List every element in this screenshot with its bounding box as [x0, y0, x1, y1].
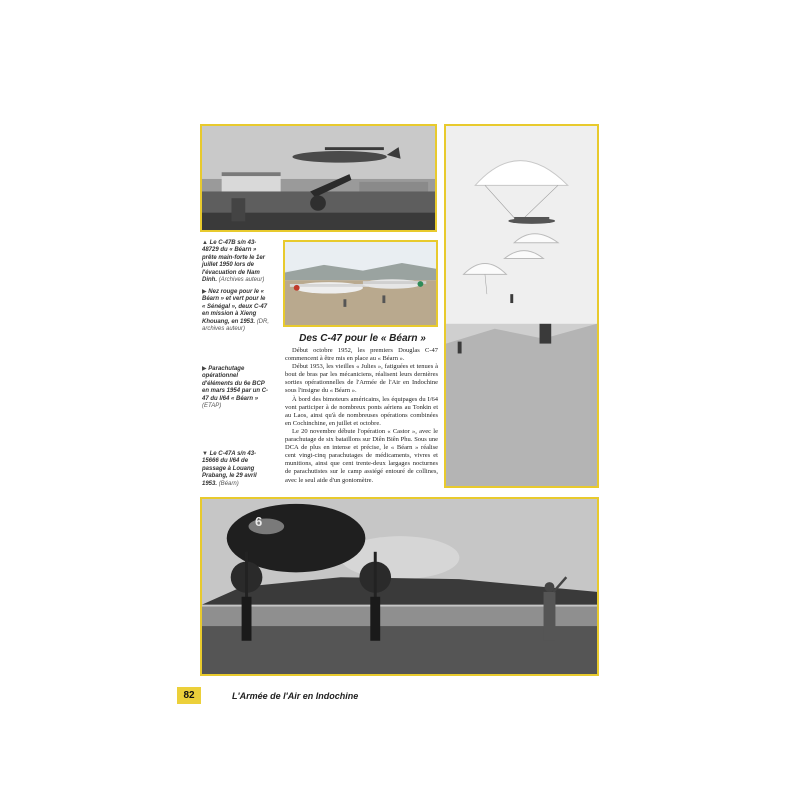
- article-paragraph: Début 1953, les vieilles « Julies », fatiguées et tenues à bout de bras par les mécaniciens, réalisent leurs dernières sorties opérationnelles de l'Armée de l'Air en Indochine sous l'insigne du « Béarn ».: [285, 363, 438, 395]
- page-number: 82: [177, 687, 201, 704]
- caption-4-credit: (Béarn): [218, 480, 239, 487]
- article-paragraph: Le 20 novembre débute l'opération « Castor », avec le parachutage de six bataillons sur Diên Biên Phu. Sous une DCA de plus en intense et précise, le « Béarn » réalise cent vingt-cinq parachutages de médicaments, vivres et munitions, ainsi que cent trente-deux largages nocturnes de parachutistes sur le camp assiégé entouré de collines, avec le seul aide d'un goniomètre.: [285, 427, 438, 484]
- article-body: [285, 347, 438, 485]
- caption-photo-2: [202, 289, 270, 333]
- caption-1-text: Le C-47B s/n 43-48729 du « Béarn » prête main-forte le 1er juillet 1950 lors de l'évacuation de Nam Dinh.: [202, 240, 266, 284]
- caption-arrow-down-icon: ▼: [202, 451, 208, 457]
- caption-1-credit: (Archives auteur): [218, 277, 265, 284]
- caption-3-text: Parachutage opérationnel d'éléments du 6e BCP en mars 1954 par un C-47 du I/64 « Béarn »: [202, 366, 269, 402]
- running-title: L'Armée de l'Air en Indochine: [232, 691, 359, 701]
- caption-photo-4: [202, 451, 270, 488]
- caption-2-text: Nez rouge pour le « Béarn » et vert pour le « Sénégal », deux C-47 en mission à Xieng Khouang, en 1953.: [202, 289, 268, 325]
- caption-3-credit: (ETAP): [202, 403, 222, 410]
- caption-arrow-right-icon: ▶: [202, 366, 207, 372]
- article-paragraph: À bord des bimoteurs américains, les équipages du I/64 vont participer à de nombreux ponts aériens au Tonkin et au Laos, ainsi qu'à de nombreuses opérations combinées en Cochinchine, en juillet et octobre.: [285, 395, 438, 427]
- photo-airfield-nam-dinh: [200, 124, 437, 232]
- photo-airfield-image: [202, 126, 435, 230]
- caption-arrow-right-icon: ▶: [202, 289, 207, 295]
- article-paragraph: Début octobre 1952, les premiers Douglas C-47 commencent à être mis en place au « Béarn ».: [285, 347, 438, 363]
- photo-c47-louang-prabang: [200, 497, 599, 676]
- photo-two-c47-xieng-khouang: [283, 240, 438, 327]
- plane-nose-number: 6: [255, 514, 263, 529]
- article-title: Des C-47 pour le « Béarn »: [299, 333, 426, 344]
- photo-parachute-drop: [444, 124, 599, 488]
- caption-photo-3: [202, 366, 270, 410]
- caption-4-text: Le C-47A s/n 43-15666 du I/64 de passage à Louang Prabang, le 29 avril 1953.: [202, 451, 257, 487]
- caption-photo-1: [202, 240, 270, 284]
- caption-arrow-up-icon: ▲: [202, 240, 208, 246]
- photo-two-c47-image: [285, 242, 436, 325]
- caption-2-credit: (DR, archives auteur): [202, 318, 270, 333]
- photo-parachute-image: [446, 126, 597, 486]
